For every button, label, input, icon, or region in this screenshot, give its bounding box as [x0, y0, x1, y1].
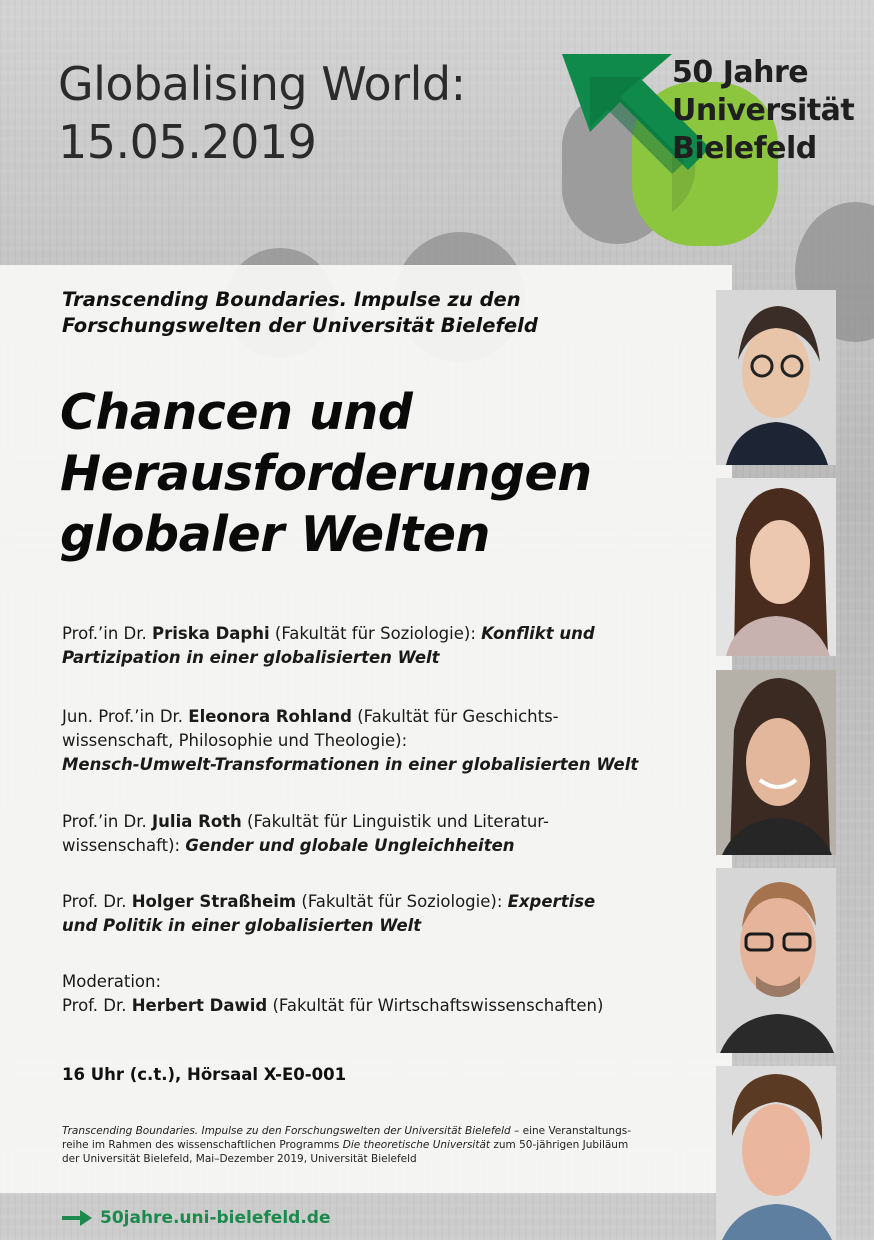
- portrait-woman-long-hair-icon: [716, 478, 836, 656]
- series-line-2: Forschungswelten der Universität Bielefeld: [62, 314, 538, 337]
- speaker-entry: [62, 890, 702, 938]
- talk-title: Partizipation in einer globalisierten Welt: [62, 648, 440, 667]
- talk-title: Gender und globale Ungleichheiten: [185, 836, 515, 855]
- speaker-title: Prof.’in Dr.: [62, 812, 153, 831]
- website-url[interactable]: 50jahre.uni-bielefeld.de: [100, 1208, 331, 1228]
- title-line-3: globaler Welten: [60, 506, 490, 563]
- speaker-affiliation: (Fakultät für Soziologie):: [296, 892, 508, 911]
- speaker-entry: [62, 705, 702, 777]
- logo-line-2: Universität: [672, 93, 855, 128]
- footnote-text: – eine Veranstaltungs-: [510, 1125, 631, 1137]
- time-location: 16 Uhr (c.t.), Hörsaal X-E0-001: [62, 1065, 347, 1084]
- speaker-title: Jun. Prof.’in Dr.: [62, 707, 189, 726]
- talk-title: Mensch-Umwelt-Transformationen in einer globalisierten Welt: [62, 755, 639, 774]
- series-title: [62, 287, 702, 339]
- arrow-right-icon: [62, 1210, 92, 1226]
- moderator-title: Prof. Dr.: [62, 996, 132, 1015]
- header-date: 15.05.2019: [58, 115, 317, 169]
- speaker-affiliation: (Fakultät für Linguistik und Literatur-: [241, 812, 549, 831]
- series-line-1: Transcending Boundaries. Impulse zu den: [62, 288, 521, 311]
- speaker-affiliation: wissenschaft):: [62, 836, 186, 855]
- speaker-entry: [62, 810, 702, 858]
- talk-title: Expertise: [507, 892, 596, 911]
- logo-line-1: 50 Jahre: [672, 55, 809, 90]
- talk-title: und Politik in einer globalisierten Welt: [62, 916, 422, 935]
- footnote-series: Transcending Boundaries. Impulse zu den Forschungswelten der Universität Bielefeld: [62, 1125, 511, 1137]
- footnote-text: zum 50-jährigen Jubiläum: [490, 1139, 629, 1151]
- title-line-1: Chancen und: [60, 384, 413, 441]
- portrait-man-curly-hair-icon: [716, 1066, 836, 1240]
- website-link[interactable]: [62, 1208, 330, 1228]
- speaker-name: Julia Roth: [152, 812, 242, 831]
- moderation-label: Moderation:: [62, 972, 162, 991]
- footnote-text: reihe im Rahmen des wissenschaftlichen Programms: [62, 1139, 343, 1151]
- speaker-name: Eleonora Rohland: [188, 707, 352, 726]
- moderator-name: Herbert Dawid: [131, 996, 268, 1015]
- event-header: [58, 55, 466, 171]
- footnote: [62, 1124, 712, 1166]
- portrait-man-glasses-icon: [716, 868, 836, 1053]
- footnote-text: der Universität Bielefeld, Mai–Dezember 2019, Universität Bielefeld: [62, 1153, 417, 1165]
- header-line-1: Globalising World:: [58, 57, 466, 111]
- portrait-woman-smiling-icon: [716, 670, 836, 855]
- title-line-2: Herausforderungen: [60, 445, 592, 502]
- speaker-title: Prof.’in Dr.: [62, 624, 153, 643]
- footnote-program: Die theoretische Universität: [342, 1139, 491, 1151]
- speaker-affiliation: wissenschaft, Philosophie und Theologie):: [62, 731, 408, 750]
- moderator-affiliation: (Fakultät für Wirtschaftswissenschaften): [267, 996, 604, 1015]
- portrait-woman-glasses-icon: [716, 290, 836, 465]
- speaker-affiliation: (Fakultät für Soziologie):: [269, 624, 482, 643]
- speaker-name: Holger Straßheim: [131, 892, 297, 911]
- speaker-entry: [62, 622, 702, 670]
- talk-title: Konflikt und: [481, 624, 595, 643]
- main-title: [60, 382, 720, 565]
- moderation-entry: [62, 970, 702, 1018]
- speaker-affiliation: (Fakultät für Geschichts-: [351, 707, 559, 726]
- logo-text: [672, 54, 854, 168]
- speaker-title: Prof. Dr.: [62, 892, 132, 911]
- logo-line-3: Bielefeld: [672, 131, 817, 166]
- speaker-name: Priska Daphi: [152, 624, 270, 643]
